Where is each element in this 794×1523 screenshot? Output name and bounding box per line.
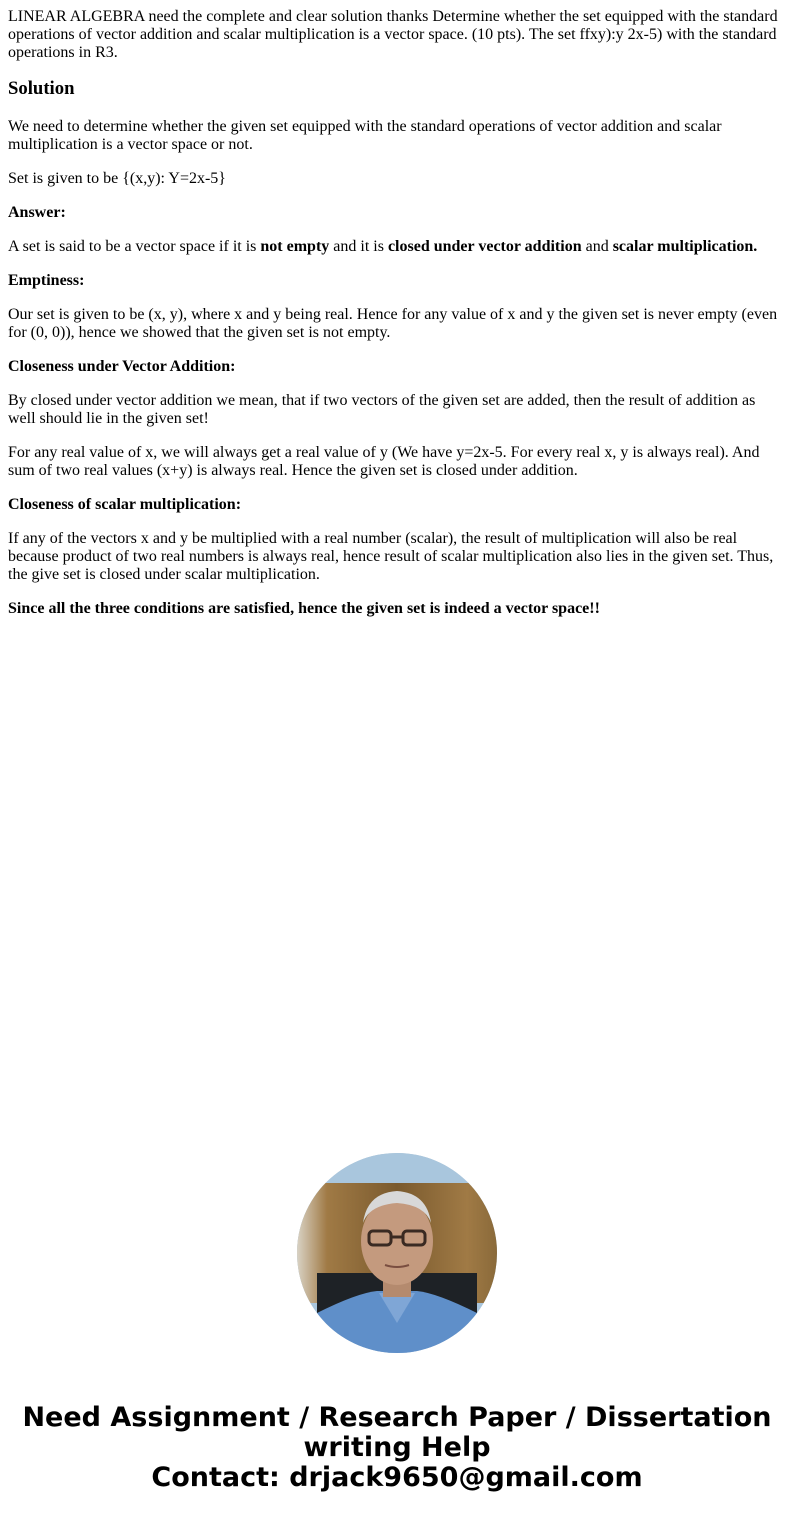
emptiness-heading: Emptiness: [8, 272, 85, 289]
footer-line-1: Need Assignment / Research Paper / Dissertation [22, 1402, 772, 1433]
definition-bold2: closed under vector addition [387, 238, 582, 255]
footer-promo [0, 1403, 794, 1493]
addition-heading: Closeness under Vector Addition: [8, 358, 236, 375]
author-portrait-graphic [297, 1153, 497, 1353]
answer-label: Answer: [8, 204, 66, 221]
conclusion-paragraph [8, 600, 786, 618]
scalar-heading: Closeness of scalar multiplication: [8, 496, 242, 513]
definition-part1: A set is said to be a vector space if it is [8, 238, 261, 255]
definition-bold1: not empty [260, 238, 330, 255]
addition-heading-paragraph [8, 358, 786, 376]
definition-bold3: scalar multiplication. [612, 238, 758, 255]
answer-label-paragraph [8, 204, 786, 222]
definition-paragraph [8, 238, 786, 256]
author-avatar [297, 1153, 497, 1353]
scalar-heading-paragraph [8, 496, 786, 514]
addition-paragraph-1: By closed under vector addition we mean, that if two vectors of the given set are added, then the result of addition as well should lie in the given set! [8, 392, 756, 427]
definition-part3: and [581, 238, 613, 255]
footer-contact: Contact: drjack9650@gmail.com [151, 1462, 643, 1493]
conclusion-text: Since all the three conditions are satisfied, hence the given set is indeed a vector space!! [8, 600, 600, 617]
intro-paragraph: We need to determine whether the given set equipped with the standard operations of vector addition and scalar multiplication is a vector space or not. [8, 118, 722, 153]
set-given-paragraph: Set is given to be {(x,y): Y=2x-5} [8, 170, 226, 187]
addition-paragraph-2: For any real value of x, we will always get a real value of y (We have y=2x-5. For every real x, y is always real). And sum of two real values (x+y) is always real. Hence the given set is closed under addition. [8, 444, 760, 479]
solution-heading: Solution [8, 78, 75, 99]
scalar-paragraph: If any of the vectors x and y be multiplied with a real number (scalar), the result of multiplication will also be real because product of two real numbers is always real, hence result of scalar multiplication also lies in the given set. Thus, the give set is closed under scalar multiplication. [8, 530, 774, 583]
emptiness-heading-paragraph [8, 272, 786, 290]
definition-part2: and it is [329, 238, 388, 255]
footer-line-2: writing Help [303, 1432, 491, 1463]
document-content [8, 8, 786, 634]
question-text: LINEAR ALGEBRA need the complete and clear solution thanks Determine whether the set equipped with the standard operations of vector addition and scalar multiplication is a vector space. (10 pts). The set ffxy):y 2x-5) with the standard operations in R3. [8, 8, 778, 61]
emptiness-paragraph: Our set is given to be (x, y), where x and y being real. Hence for any value of x and y the given set is never empty (even for (0, 0)), hence we showed that the given set is not empty. [8, 306, 778, 341]
